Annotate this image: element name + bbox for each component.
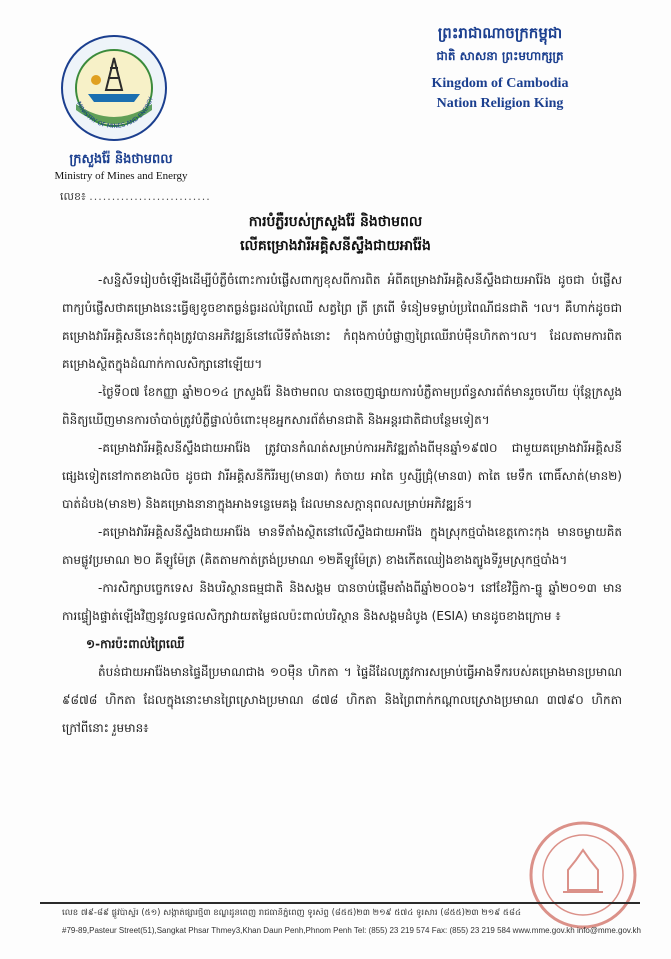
reference-number-line <box>60 190 211 206</box>
body-paragraph-2: -ថ្ងៃទី០៧ ខែកញ្ញា ឆ្នាំ២០១៤ ក្រសួងរ៉ែ និងថាមពល បានចេញផ្សាយការបំភ្លឺតាមប្រព័ន្ធសារព័ត៌មានរួចហើយ ប៉ុន្តែក្រសួងពិនិត្យឃើញមានការចាំបាច់ត្រូវបំភ្លឺផ្ទាល់ចំពោះមុខអ្នកសារព័ត៌មានជាតិ និងអន្តរជាតិជាបន្ថែមទៀត។ <box>62 385 622 427</box>
national-motto-khmer: ជាតិ សាសនា ព្រះមហាក្សត្រ <box>436 49 564 63</box>
footer-address-khmer: លេខ ៧៩-៨៩ ផ្លូវប៉ាស្ទ័រ (៥១) សង្កាត់ផ្សារថ្មី៣ ខណ្ឌដូនពេញ រាជធានីភ្នំពេញ ទូរស័ព្ទ (៨៥៥)២៣ ២១៩ ៥៧៤ ទូរសារ (៨៥៥)២៣ ២១៩ ៥៨៤ <box>62 908 521 918</box>
section-heading-forest-impact: ១-ការប៉ះពាល់ព្រៃឈើ <box>86 637 185 651</box>
footer-address-english: #79-89,Pasteur Street(51),Sangkat Phsar Thmey3,Khan Daun Penh,Phnom Penh Tel: (855) 23 219 574 Fax: (855) 23 219 584 www.mme.gov.kh info@mme.gov.kh <box>62 926 641 935</box>
kingdom-name-khmer: ព្រះរាជាណាចក្រកម្ពុជា <box>437 24 563 42</box>
footer-divider <box>40 902 640 904</box>
reference-value: ........................... <box>89 190 211 203</box>
reference-label: លេខ៖ <box>60 190 86 203</box>
svg-text:MINISTRY OF MINES AND ENERGY: MINISTRY OF MINES AND ENERGY <box>74 96 155 131</box>
body-paragraph-4: -គម្រោងវារីអគ្គិសនីស្ទឹងជាយអារ៉ែង មានទីតាំងស្ថិតនៅលើស្ទឹងជាយអារ៉ែង ក្នុងស្រុកថ្មបាំងខេត្តកោះកុង មានចម្ងាយគិតតាមផ្លូវប្រមាណ ២០ គីឡូម៉ែត្រ (គិតតាមកាត់ត្រង់ប្រមាណ ១២គីឡូម៉ែត្រ) ខាងកើតឈៀងខាងត្បូងទីរួមស្រុកថ្មបាំង។ <box>62 525 622 567</box>
body-paragraph-5: -ការសិក្សាបច្ចេកទេស និងបរិស្ថានធម្មជាតិ និងសង្គម បានចាប់ផ្តើមតាំងពីឆ្នាំ២០០៦។ នៅខែវិច្ឆិកា-ធ្នូ ឆ្នាំ២០១៣ មានការផ្ទៀងផ្ទាត់ឡើងវិញនូវលទ្ធផលសិក្សាវាយតម្លៃផលប៉ះពាល់បរិស្ថាន និងសង្គមដំបូង (ESIA) មានដូចខាងក្រោម ៖ <box>62 581 622 623</box>
ministry-seal-logo <box>60 34 168 142</box>
body-paragraph-3: -គម្រោងវារីអគ្គិសនីស្ទឹងជាយអារ៉ែង ត្រូវបានកំណត់សម្រាប់ការអភិវឌ្ឍតាំងពីមុនឆ្នាំ១៩៧០ ជាមួយគម្រោងវារីអគ្គិសនីផ្សេងទៀតនៅកាតខាងលិច ដូចជា វារីអគ្គិសនីកិរីរម្យ(មាន៣) កំចាយ អាតៃ ឫស្សីជ្រុំ(មាន៣) តាតៃ មេទឹក ពោធិ៍សាត់(មាន២) បាត់ដំបង(មាន២) និងគម្រោងនានាក្នុងអាងទន្លេមេគង្គ ដែលមានសក្តានុពលសម្រាប់អភិវឌ្ឍន៍។ <box>62 441 622 511</box>
section-paragraph-forest-impact: តំបន់ជាយអារ៉ែងមានផ្ទៃដីប្រមាណជាង ១០ម៉ឺន ហិកតា ។ ផ្ទៃដីដែលត្រូវការសម្រាប់ធ្វើអាងទឹករបស់គម្រោងមានប្រមាណ ៩៨៧៨ ហិកតា ដែលក្នុងនោះមានព្រៃស្រោងប្រមាណ ៨៧៨ ហិកតា និងព្រៃពាក់កណ្តាលស្រោងប្រមាណ ៣៧៩០ ហិកតា ក្រៅពីនោះ រួមមាន៖ <box>62 665 622 735</box>
national-motto-english: Nation Religion King <box>436 96 564 111</box>
ministry-name-english: Ministry of Mines and Energy <box>54 170 188 182</box>
kingdom-name-english: Kingdom of Cambodia <box>431 76 569 91</box>
document-title-line-1: ការបំភ្លឺរបស់ក្រសួងរ៉ែ និងថាមពល <box>248 214 423 230</box>
document-title-line-2: លើគម្រោងវារីអគ្គិសនីស្ទឹងជាយអារ៉ែង <box>240 238 431 254</box>
letter-body <box>62 266 622 742</box>
body-paragraph-1: -សន្និសីទរៀបចំឡើងដើម្បីបំភ្លឺចំពោះការបំផ្លើសពាក្យខុសពីការពិត អំពីគម្រោងវារីអគ្គិសនីស្ទឹងជាយអារ៉ែង ដូចជា បំផ្លើសពាក្យបំផ្លើសថាគម្រោងនេះធ្វើឲ្យខូចខាតធ្ងន់ធ្ងរដល់ព្រៃឈើ សត្វព្រៃ ត្រី ត្រពើ ទំនៀមទម្លាប់ប្រពៃណីជនជាតិ ។ល។ គឺហាក់ដូចជាគម្រោងវារីអគ្គិសនីនេះកំពុងត្រូវបានអភិវឌ្ឍន៍នៅលើទីតាំងនោះ កំពុងកាប់បំផ្លាញព្រៃឈើរាប់ម៉ឺនហិកតា។ល។ ដែលតាមការពិតគម្រោងស្ថិតក្នុងដំណាក់កាលសិក្សានៅឡើយ។ <box>62 273 622 371</box>
ministry-name-khmer: ក្រសួងរ៉ែ និងថាមពល <box>69 152 173 167</box>
